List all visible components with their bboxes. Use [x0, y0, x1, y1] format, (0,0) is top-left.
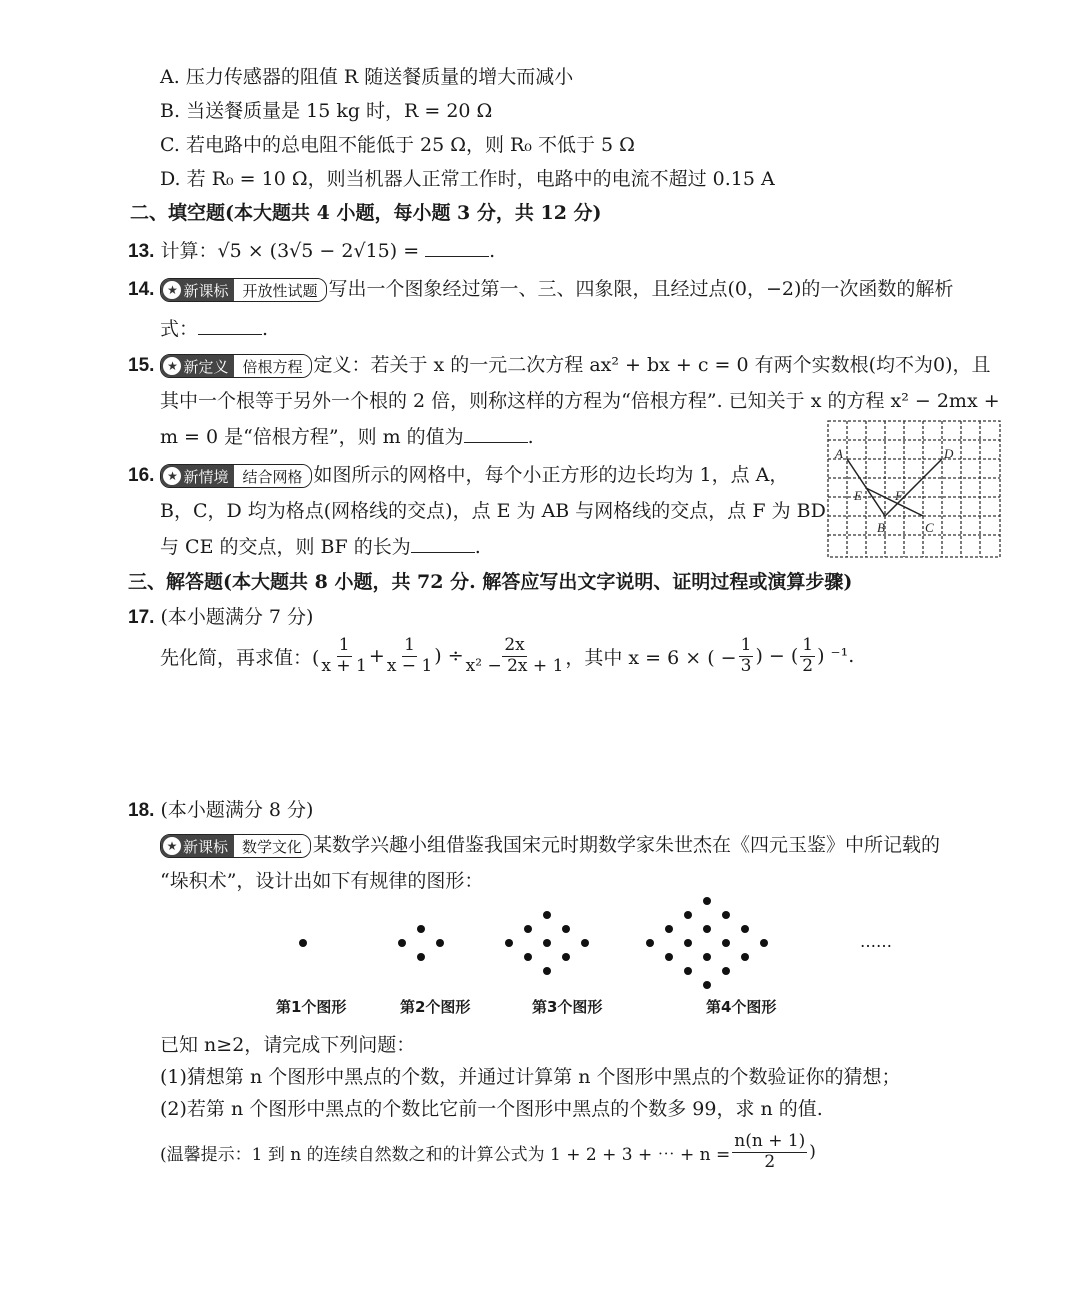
answer-blank[interactable] — [425, 239, 489, 257]
tag-badge: ★ 新定义 倍根方程 — [160, 354, 311, 378]
answer-blank[interactable] — [464, 425, 528, 443]
svg-text:B: B — [877, 520, 885, 535]
question-14-line2: 式： . — [160, 318, 269, 340]
option-c: C. 若电路中的总电阻不能低于 25 Ω，则 R₀ 不低于 5 Ω — [160, 134, 635, 156]
question-16-line2: B，C，D 均为格点(网格线的交点)，点 E 为 AB 与网格线的交点，点 F 为 BD — [160, 500, 826, 522]
option-d: D. 若 R₀ = 10 Ω，则当机器人正常工作时，电路中的电流不超过 0.15 A — [160, 168, 775, 190]
option-b: B. 当送餐质量是 15 kg 时，R = 20 Ω — [160, 100, 493, 122]
question-14: 14. ★ 新课标 开放性试题 写出一个图象经过第一、三、四象限，且经过点(0，−2)的一次函数的解析 — [128, 278, 954, 300]
question-17-body: 先化简，再求值：( $\frac{1}{x + 1}$ + $\frac{1}{x - 1}$ ) ÷ $\frac{2x}{\text{x² − 2x + 1}}$ ，其中 x = 6 × ( − $\frac{1}{3}$ ) − ( $\frac{1}{2}$ ) ⁻¹. — [160, 635, 855, 676]
tag-badge: ★ 新课标 开放性试题 — [160, 278, 326, 302]
question-18-part1: (1)猜想第 n 个图形中黑点的个数，并通过计算第 n 个图形中黑点的个数验证你的猜想； — [160, 1066, 901, 1088]
answer-blank[interactable] — [411, 535, 475, 553]
star-icon: ★ — [163, 357, 181, 375]
question-18-line2: “垛积术”，设计出如下有规律的图形： — [160, 870, 484, 892]
answer-blank[interactable] — [198, 317, 262, 335]
svg-text:A: A — [835, 446, 843, 461]
figure-caption-1: 第1个图形 — [276, 998, 347, 1016]
svg-text:D: D — [944, 446, 954, 461]
section-2-title: 二、填空题(本大题共 4 小题，每小题 3 分，共 12 分) — [130, 202, 602, 224]
svg-text:C: C — [925, 520, 934, 535]
question-13: 13. 计算：√5 × (3√5 − 2√15) = . — [128, 240, 496, 262]
star-icon: ★ — [163, 837, 181, 855]
question-18-given: 已知 n≥2，请完成下列问题： — [160, 1034, 416, 1056]
question-17-header: 17. (本小题满分 7 分) — [128, 606, 314, 628]
question-16-line3: 与 CE 的交点，则 BF 的长为 . — [160, 536, 481, 558]
figure-caption-2: 第2个图形 — [400, 998, 471, 1016]
tag-badge: ★ 新情境 结合网格 — [160, 464, 311, 488]
question-18-hint: (温馨提示：1 到 n 的连续自然数之和的计算公式为 1 + 2 + 3 + ⋯ + n = $\frac{n(n + 1)}{2}$ ) — [160, 1131, 816, 1172]
question-15-line3: m = 0 是“倍根方程”，则 m 的值为 . — [160, 426, 534, 448]
question-18-header: 18. (本小题满分 8 分) — [128, 799, 314, 821]
question-16: 16. ★ 新情境 结合网格 如图所示的网格中，每个小正方形的边长均为 1，点 A， — [128, 464, 789, 486]
question-15-line2: 其中一个根等于另外一个根的 2 倍，则称这样的方程为“倍根方程”. 已知关于 x 的方程 x² − 2mx + — [160, 390, 1000, 412]
figure-caption-3: 第3个图形 — [532, 998, 603, 1016]
star-icon: ★ — [163, 467, 181, 485]
option-a: A. 压力传感器的阻值 R 随送餐质量的增大而减小 — [160, 66, 574, 88]
dot-pattern-figures — [260, 895, 910, 995]
section-3-title: 三、解答题(本大题共 8 小题，共 72 分. 解答应写出文字说明、证明过程或演算步骤) — [128, 571, 853, 593]
tag-badge: ★ 新课标 数学文化 — [160, 834, 311, 858]
figure-caption-4: 第4个图形 — [706, 998, 777, 1016]
star-icon: ★ — [163, 281, 181, 299]
grid-figure — [827, 420, 1002, 560]
question-18-part2: (2)若第 n 个图形中黑点的个数比它前一个图形中黑点的个数多 99，求 n 的值. — [160, 1098, 823, 1120]
svg-text:……: …… — [860, 932, 892, 951]
question-15: 15. ★ 新定义 倍根方程 定义：若关于 x 的一元二次方程 ax² + bx + c = 0 有两个实数根(均不为0)，且 — [128, 354, 991, 376]
question-18-line1: ★ 新课标 数学文化 某数学兴趣小组借鉴我国宋元时期数学家朱世杰在《四元玉鉴》中所记载的 — [160, 830, 940, 858]
svg-text:E: E — [854, 488, 862, 503]
svg-text:F: F — [895, 488, 903, 503]
